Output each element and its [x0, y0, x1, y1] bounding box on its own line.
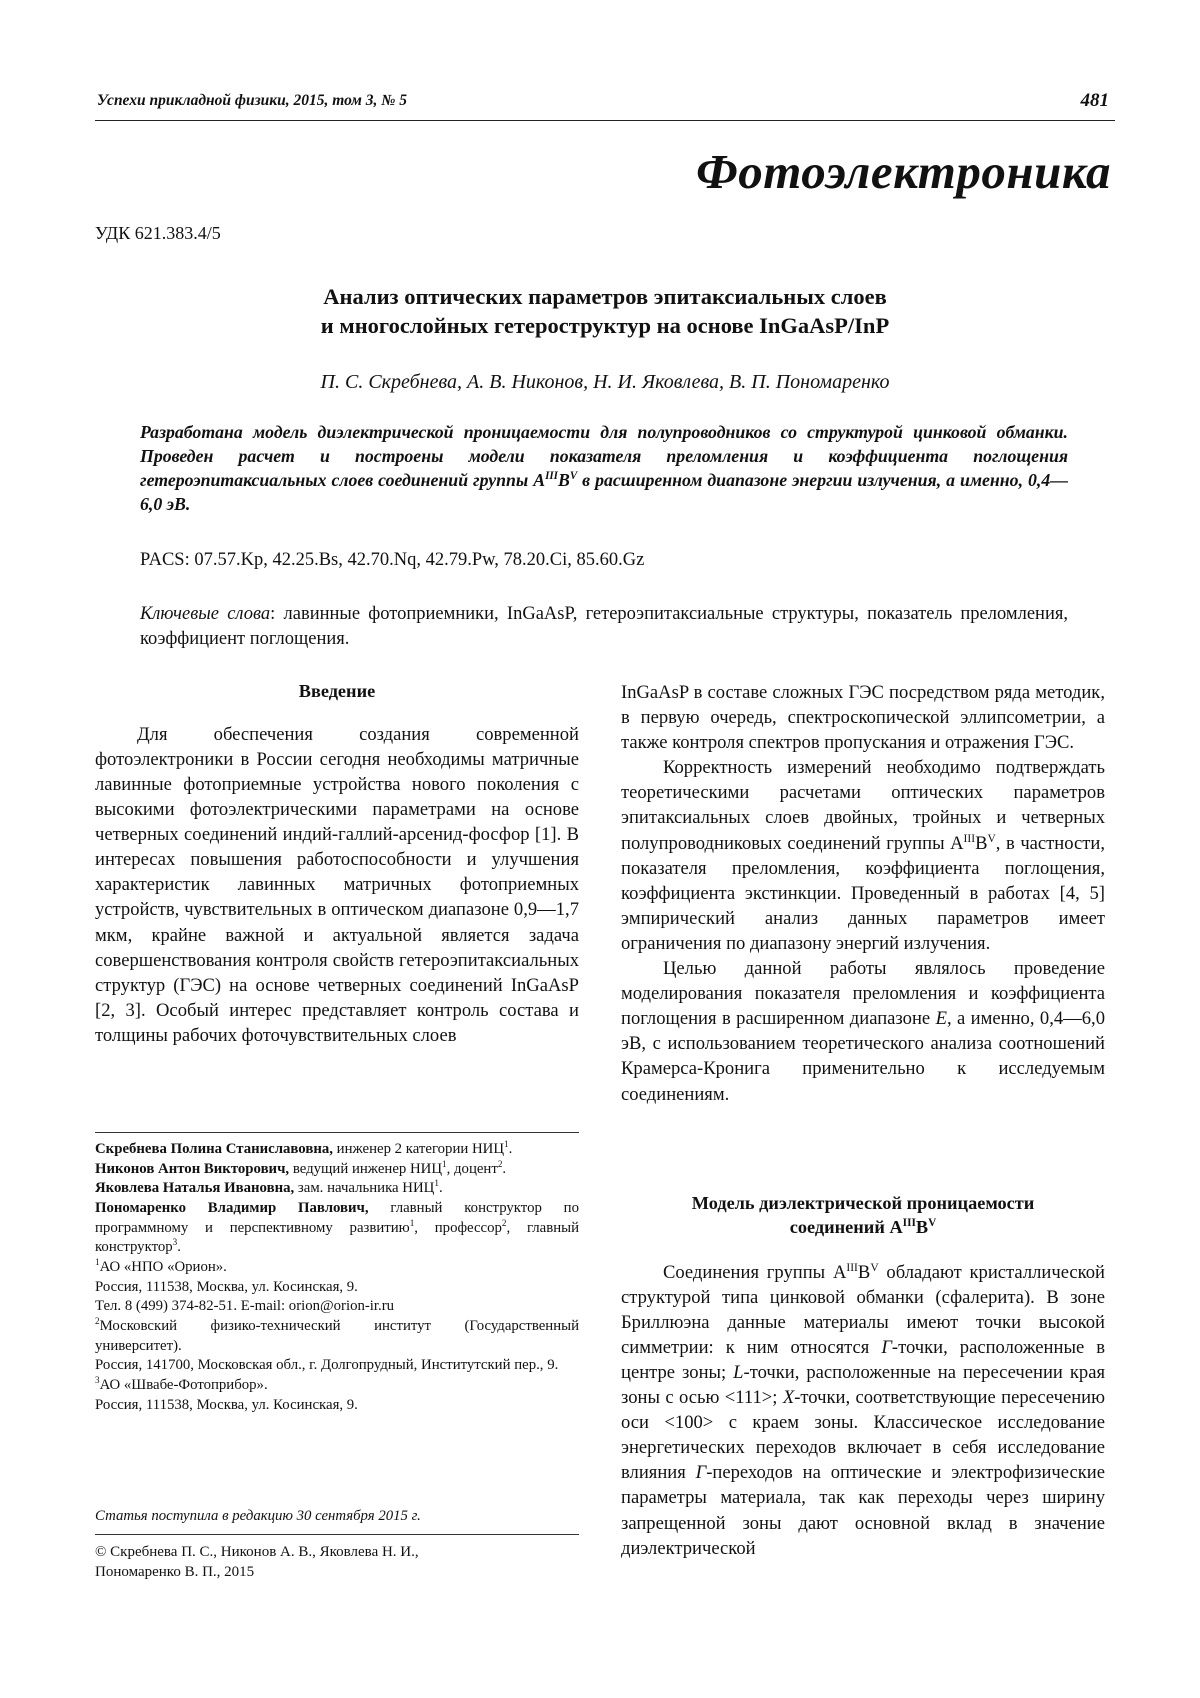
address-1: Россия, 111538, Москва, ул. Косинская, 9.	[95, 1278, 358, 1295]
authors: П. С. Скребнева, А. В. Никонов, Н. И. Яковлева, В. П. Пономаренко	[320, 371, 890, 393]
footnote-author-4: Пономаренко Владимир Павлович, главный конструктор по программному и перспективному развитию$^1$, профессор$^2$, главный конструктор$^3$.	[95, 1200, 579, 1256]
contact-phone-email: Тел. 8 (499) 374-82-51. E-mail: orion@orion-ir.ru	[95, 1298, 395, 1315]
keywords-text: : лавинные фотоприемники, InGaAsP, гетероэпитаксиальные структуры, показатель преломления, коэффициент поглощения.	[140, 604, 1068, 649]
affiliation-2: $^2$Московский физико-технический институт (Государственный университет).	[95, 1316, 579, 1354]
copyright-divider	[95, 1534, 579, 1535]
model-heading: Модель диэлектрической проницаемости соединений $A^{III}B^V$	[691, 1193, 1035, 1237]
article-title	[95, 282, 1115, 341]
section-title: Фотоэлектроника	[696, 144, 1111, 199]
keywords-label: Ключевые слова	[140, 604, 271, 624]
address-2: Россия, 141700, Московская обл., г. Долгопрудный, Институтский пер., 9.	[95, 1357, 559, 1374]
author-footnotes	[95, 1140, 579, 1415]
footnote-author-1: Скребнева Полина Станиславовна, инженер 2 категории НИЦ$^1$.	[95, 1139, 513, 1157]
intro-paragraph: Для обеспечения создания современной фотоэлектроники в России сегодня необходимы матричные лавинные фотоприемные устройства нового поколения с высокими фотоэлектрическими параметрами на основе четверных соединений индий-галлий-арсенид-фосфор [1]. В интересах повышения работоспособности и улучшения характеристик лавинных матричных фотоприемных устройств, чувствительных в оптическом диапазоне 0,9—1,7 мкм, крайне важной и актуальной является задача совершенствования контроля свойств гетероэпитаксиальных структур (ГЭС) на основе четверных соединений InGaAsP [2, 3]. Особый интерес представляет контроль состава и толщины рабочих фоточувствительных слоев	[95, 723, 579, 1046]
journal-citation: Успехи прикладной физики, 2015, том 3, № 5	[97, 92, 408, 109]
left-column	[95, 680, 579, 1048]
address-3: Россия, 111538, Москва, ул. Косинская, 9.	[95, 1396, 358, 1413]
right-column	[621, 680, 1105, 1107]
intro-heading: Введение	[298, 681, 376, 701]
udk-code: УДК 621.383.4/5	[95, 223, 221, 243]
keywords	[140, 602, 1068, 652]
paragraph-correctness: Корректность измерений необходимо подтверждать теоретическими расчетами оптических параметров эпитаксиальных слоев двойных, тройных и четверных полупроводниковых соединений группы $A^{III}B^V$, в частности, показателя преломления, коэффициента поглощения, коэффициента экстинкции. Проведенный в работах [4, 5] эмпирический анализ данных параметров имеет ограничения по диапазону энергий излучения.	[621, 757, 1105, 954]
footnote-author-2: Никонов Антон Викторович, ведущий инженер НИЦ$^1$, доцент$^2$.	[95, 1158, 507, 1177]
paragraph-goal: Целью данной работы являлось проведение моделирования показателя преломления и коэффициента поглощения в расширенном диапазоне E, а именно, 0,4—6,0 эВ, с использованием теоретического анализа соотношений Крамерса-Кронига применительно к исследуемым соединениям.	[621, 958, 1105, 1105]
article-page	[95, 0, 1115, 1698]
footnote-author-3: Яковлева Наталья Ивановна, зам. начальника НИЦ$^1$.	[95, 1178, 443, 1197]
received-date: Статья поступила в редакцию 30 сентября 2015 г.	[95, 1508, 421, 1524]
footnote-divider	[95, 1132, 579, 1133]
paragraph-continuation: InGaAsP в составе сложных ГЭС посредством ряда методик, в первую очередь, спектроскопической эллипсометрии, а также контроля спектров пропускания и отражения ГЭС.	[621, 682, 1105, 754]
abstract: Разработана модель диэлектрической проницаемости для полупроводников со структурой цинковой обманки. Проведен расчет и построены модели показателя преломления и коэффициента поглощения гетероэпитаксиальных слоев соединений группы $A^{III}B^V$ в расширенном диапазоне энергии излучения, а именно, 0,4—6,0 эВ.	[140, 422, 1068, 515]
model-section	[621, 1192, 1105, 1561]
affiliation-3: $^3$АО «Швабе-Фотоприбор».	[95, 1375, 268, 1394]
affiliation-1: $^1$АО «НПО «Орион».	[95, 1257, 227, 1276]
title-line-1: Анализ оптических параметров эпитаксиальных слоев	[323, 284, 887, 309]
copyright: © Скребнева П. С., Никонов А. В., Яковлева Н. И., Пономаренко В. П., 2015	[95, 1544, 419, 1581]
pacs-codes: PACS: 07.57.Kp, 42.25.Bs, 42.70.Nq, 42.79.Pw, 78.20.Ci, 85.60.Gz	[140, 550, 645, 570]
model-paragraph: Соединения группы $A^{III}B^V$ обладают кристаллической структурой типа цинковой обманки (сфалерита). В зоне Бриллюэна данные материалы имеют точки высокой симметрии: к ним относятся Γ-точки, расположенные в центре зоны; L-точки, расположенные на пересечении края зоны с осью <111>; X-точки, соответствующие пересечению оси <100> с краем зоны. Классическое исследование энергетических переходов включает в себя исследование влияния Γ-переходов на оптические и электрофизические параметры материала, так как переходы через ширину запрещенной зоны дают основной вклад в значение диэлектрической	[621, 1261, 1106, 1559]
running-header	[95, 92, 1115, 121]
title-line-2: и многослойных гетероструктур на основе InGaAsP/InP	[320, 313, 890, 339]
page-number: 481	[1080, 90, 1109, 111]
